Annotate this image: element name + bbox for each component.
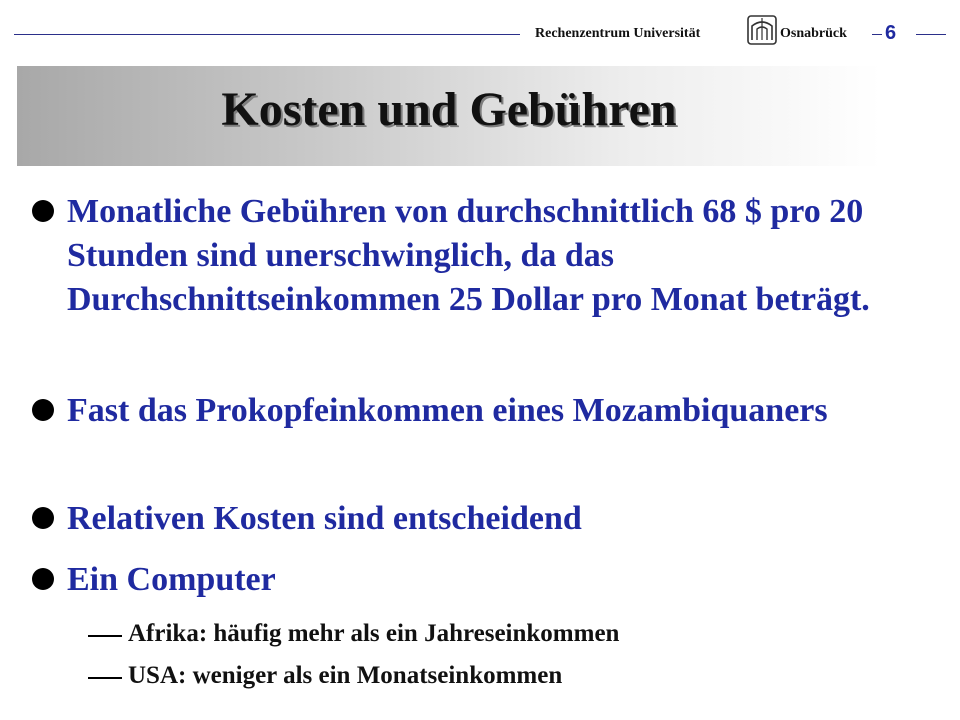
bullet-dot: [32, 399, 54, 421]
bullet-text: Fast das Prokopfeinkommen eines Mozambiquaners: [67, 392, 828, 429]
header-rule-right: [916, 34, 946, 35]
bullet-dot: [32, 200, 54, 222]
header-rule-mid: [872, 34, 882, 35]
header-rule-left: [14, 34, 520, 35]
institution-city: Osnabrück: [780, 26, 847, 41]
sub-bullet-dash: [88, 677, 122, 679]
sub-bullet-text: USA: weniger als ein Monatseinkommen: [128, 662, 563, 689]
university-seal-icon: [746, 14, 778, 46]
sub-bullet-dash: [88, 635, 122, 637]
bullet-text: Ein Computer: [67, 561, 276, 598]
sub-bullet-text: Afrika: häufig mehr als ein Jahreseinkommen: [128, 620, 620, 647]
slide-title: Kosten und Gebühren: [221, 83, 677, 136]
bullet-text: Relativen Kosten sind entscheidend: [67, 500, 582, 537]
bullet-text: Monatliche Gebühren von durchschnittlich 68 $ pro 20 Stunden sind unerschwinglich, da das Durchschnittseinkommen 25 Dollar pro Monat beträgt.: [67, 193, 870, 318]
bullet-dot: [32, 568, 54, 590]
bullet-dot: [32, 507, 54, 529]
institution-name: Rechenzentrum Universität: [535, 26, 701, 41]
page-number: 6: [885, 22, 897, 44]
